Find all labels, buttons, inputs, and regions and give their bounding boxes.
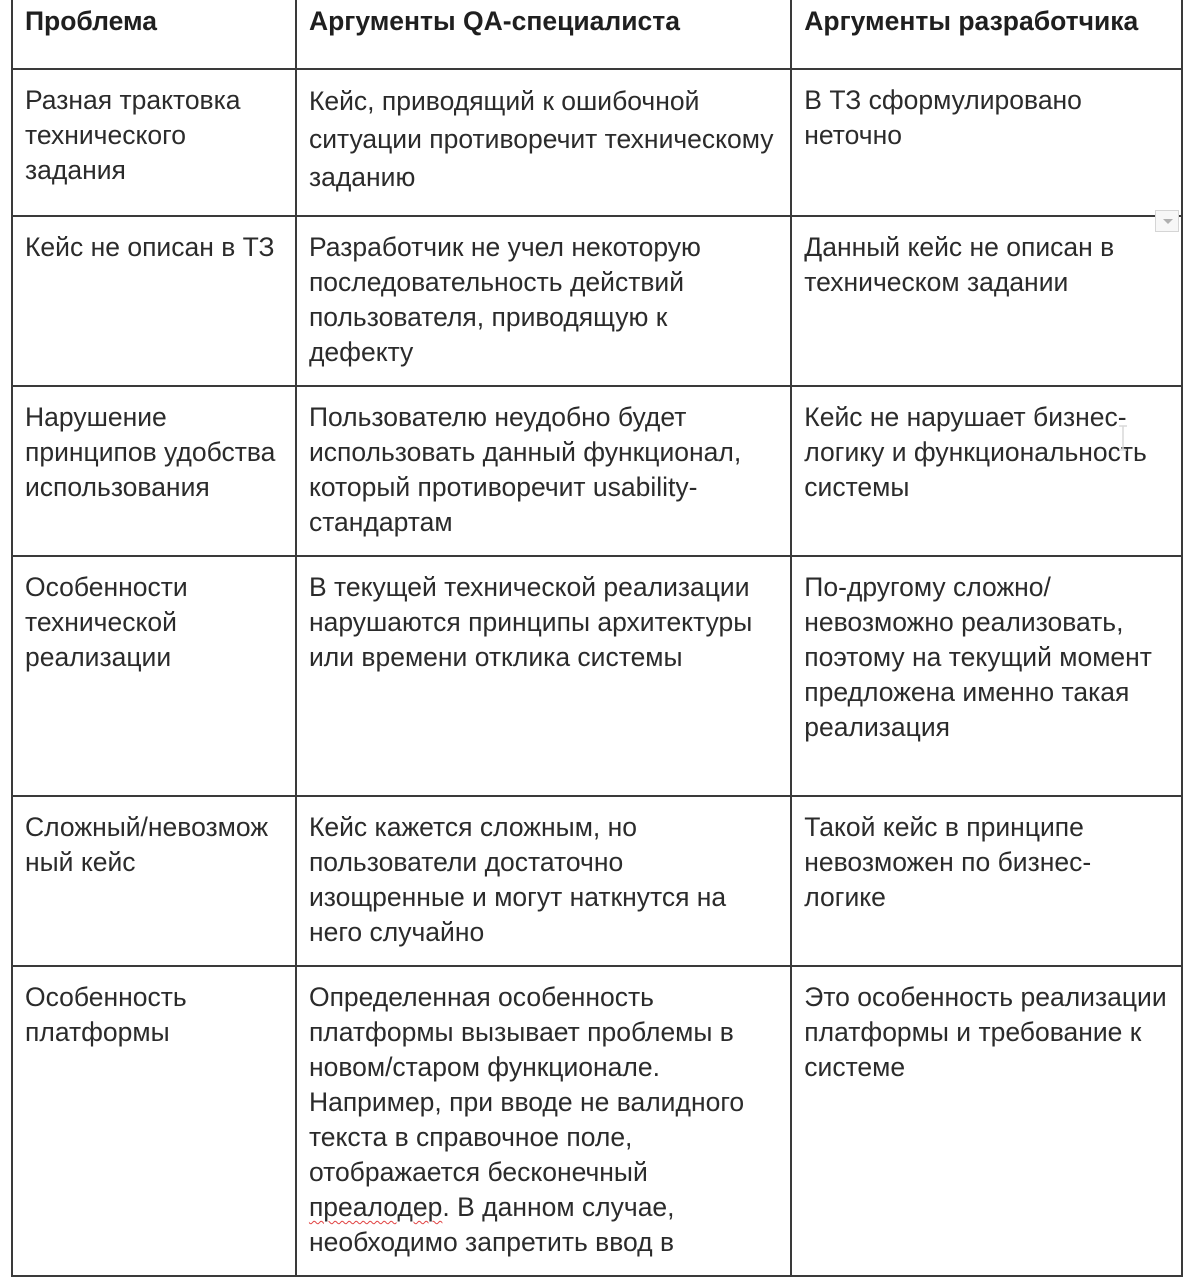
cell-dev[interactable]: Кейс не нарушает бизнес-логику и функциональность системы — [791, 386, 1182, 556]
table-row — [12, 966, 1182, 1276]
cell-dev[interactable]: Такой кейс в принципе невозможен по бизнес-логике — [791, 796, 1182, 966]
cell-qa[interactable]: Кейс, приводящий к ошибочной ситуации противоречит техническому заданию — [296, 69, 791, 216]
table-row — [12, 556, 1182, 796]
table-row — [12, 216, 1182, 386]
table-row — [12, 386, 1182, 556]
cell-qa[interactable]: Пользователю неудобно будет использовать данный функционал, который противоречит usability-стандартам — [296, 386, 791, 556]
cell-dev[interactable]: Данный кейс не описан в техническом задании — [791, 216, 1182, 386]
header-qa-arguments: Аргументы QA-специалиста — [296, 0, 791, 69]
cell-problem[interactable]: Особенности технической реализации — [12, 556, 296, 796]
table-header-row — [12, 0, 1182, 69]
cell-problem[interactable]: Разная трактовка технического задания — [12, 69, 296, 216]
cell-dev[interactable]: По-другому сложно/невозможно реализовать, поэтому на текущий момент предложена именно такая реализация — [791, 556, 1182, 796]
cell-problem[interactable]: Сложный/невозмож ный кейс — [12, 796, 296, 966]
table-row — [12, 69, 1182, 216]
cell-dev[interactable]: В ТЗ сформулировано неточно — [791, 69, 1182, 216]
cell-dev[interactable]: Это особенность реализации платформы и требование к системе — [791, 966, 1182, 1276]
cell-qa[interactable] — [296, 966, 791, 1276]
cell-qa[interactable]: В текущей технической реализации нарушаются принципы архитектуры или времени отклика системы — [296, 556, 791, 796]
cell-qa-text-start: Определенная особенность платформы вызывает проблемы в новом/старом функционале. Например, при вводе не валидного текста в справочное поле, отображается бесконечный — [308, 982, 745, 1187]
table-row — [12, 796, 1182, 966]
cell-problem[interactable]: Нарушение принципов удобства использования — [12, 386, 296, 556]
cell-qa[interactable]: Разработчик не учел некоторую последовательность действий пользователя, приводящую к дефекту — [296, 216, 791, 386]
header-developer-arguments: Аргументы разработчика — [791, 0, 1182, 69]
chevron-down-icon[interactable] — [1155, 210, 1179, 232]
cell-problem[interactable]: Особенность платформы — [12, 966, 296, 1276]
cell-problem[interactable]: Кейс не описан в ТЗ — [12, 216, 296, 386]
cell-qa-text-end: . В данном случае, необходимо запретить ввод в — [308, 1192, 675, 1257]
comparison-table — [11, 0, 1183, 1277]
header-problem: Проблема — [12, 0, 296, 69]
text-cursor-icon — [1117, 425, 1129, 451]
cell-qa[interactable]: Кейс кажется сложным, но пользователи достаточно изощренные и могут наткнутся на него случайно — [296, 796, 791, 966]
misspelled-word[interactable]: преалодер — [308, 1192, 443, 1222]
